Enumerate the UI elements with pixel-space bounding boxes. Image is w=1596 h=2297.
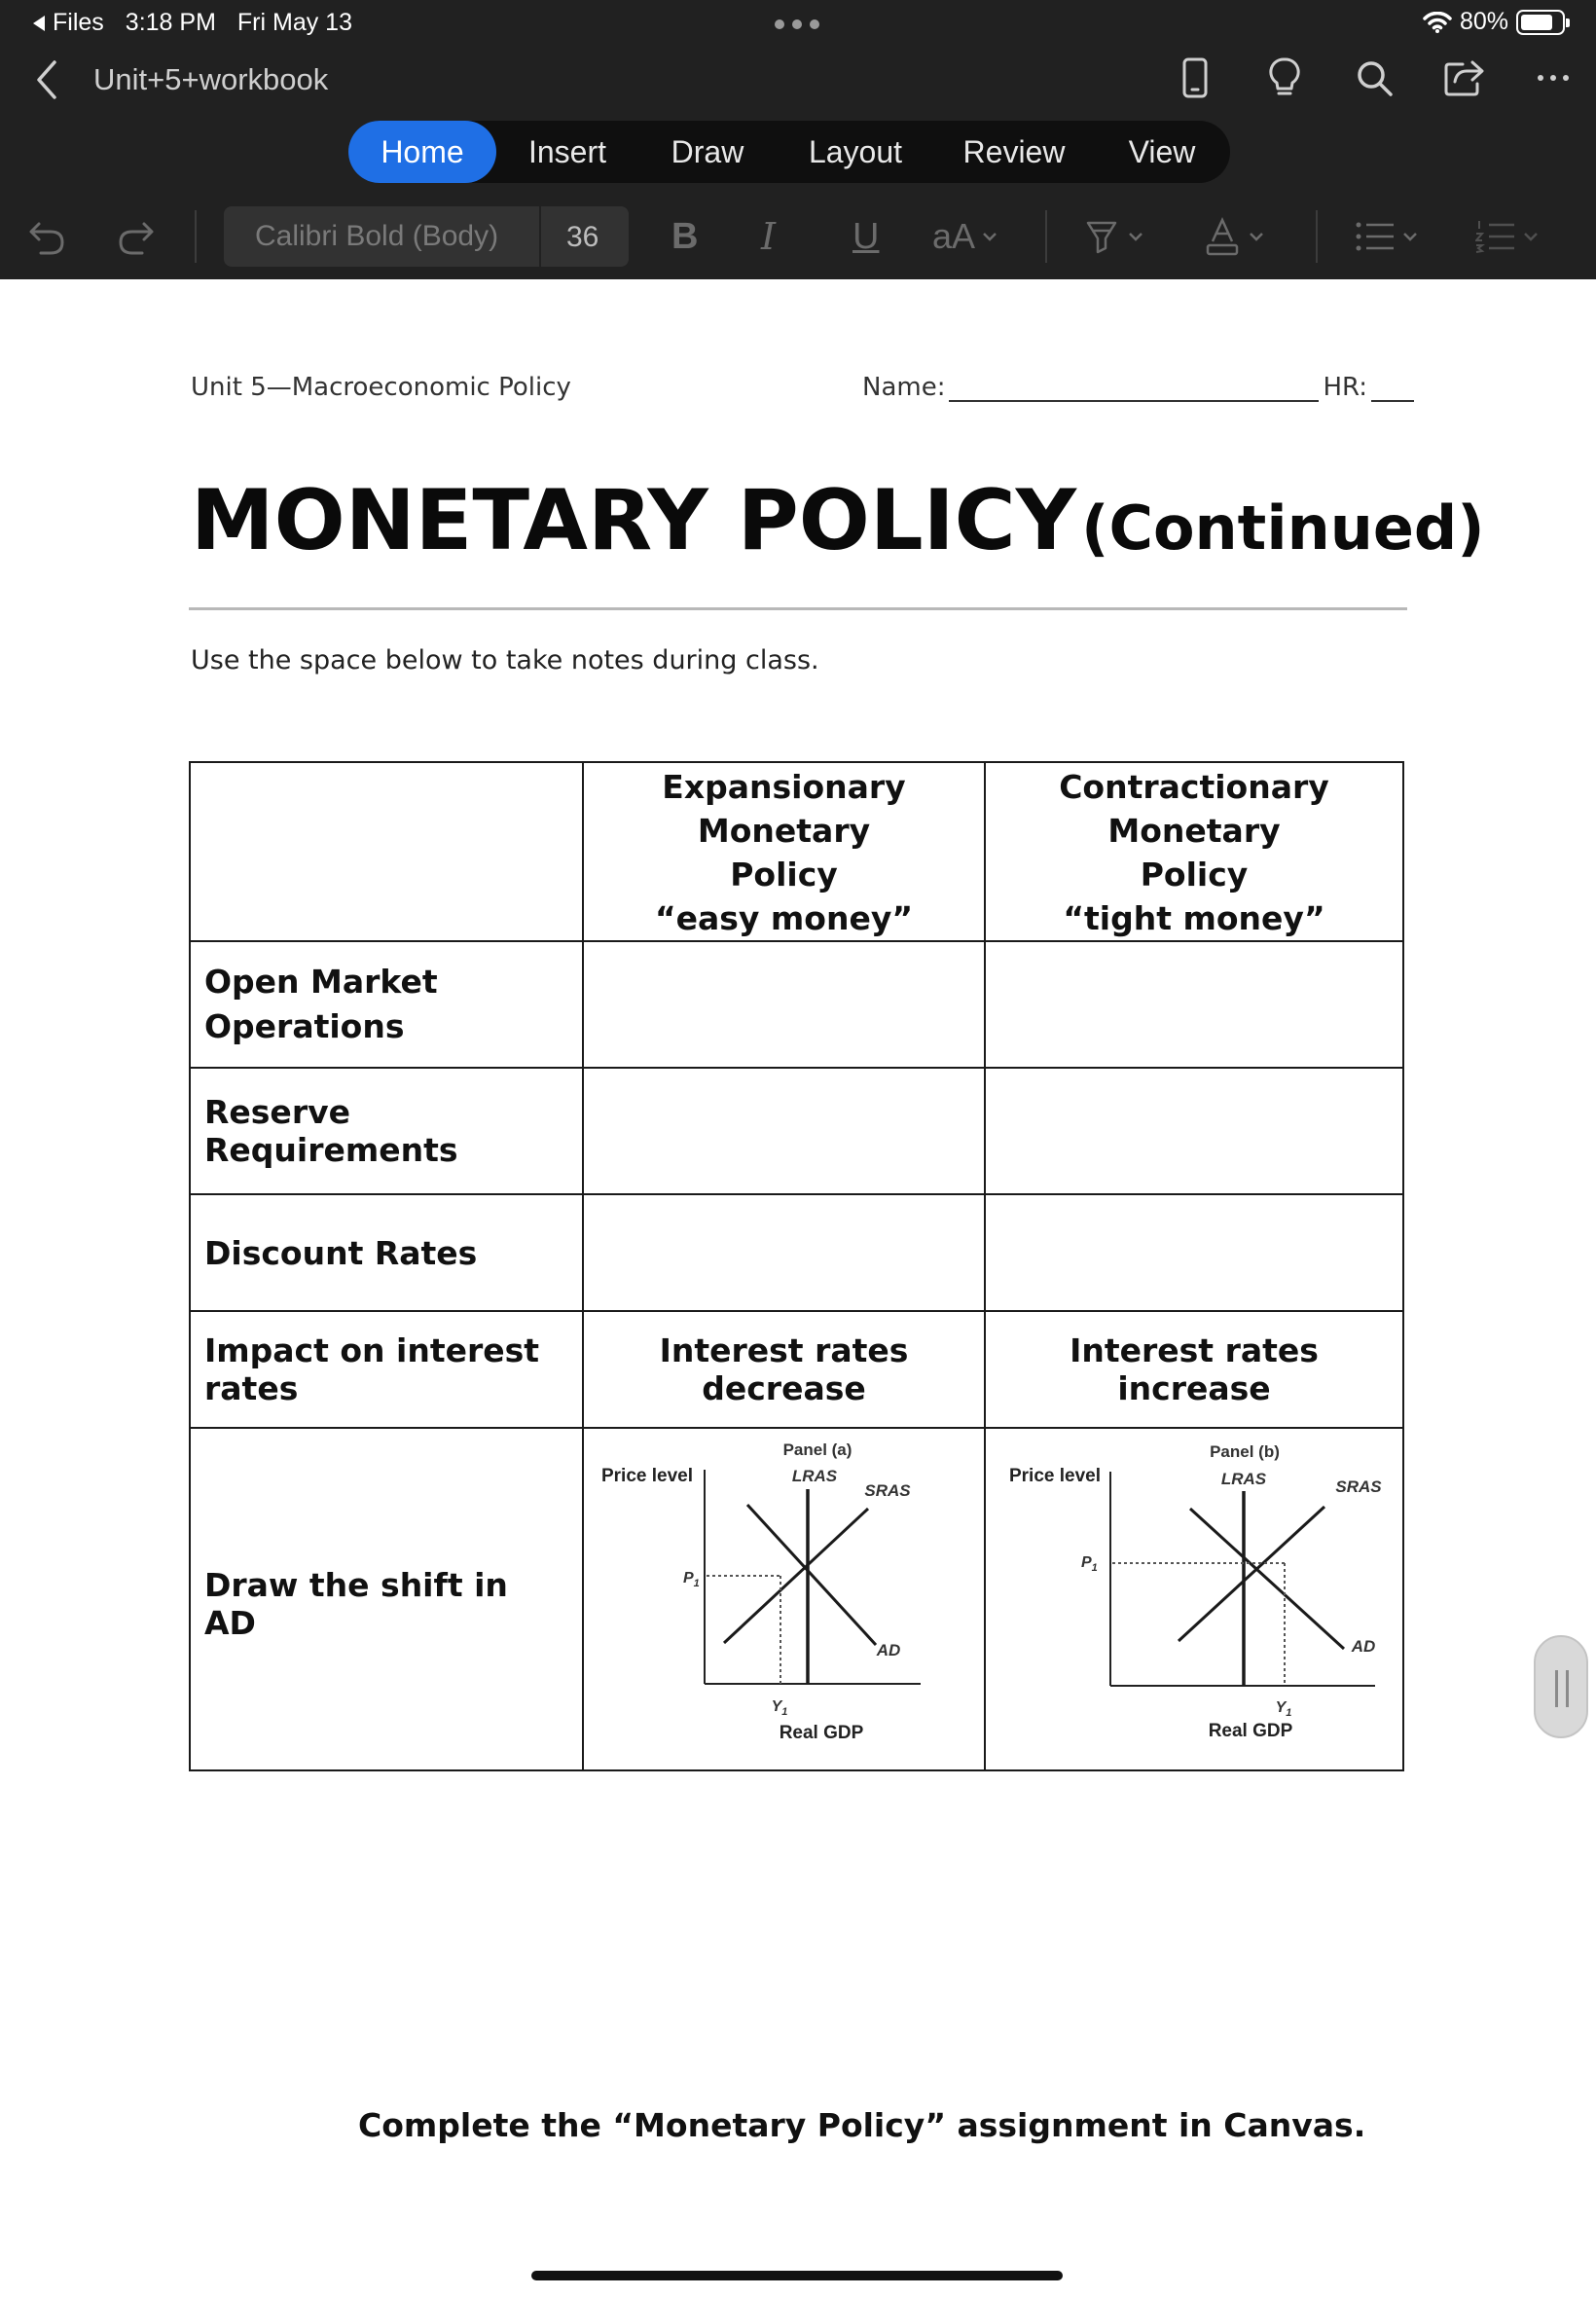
row-label-impact: Impact on interest rates [190, 1311, 583, 1428]
underline-button[interactable]: U [852, 215, 880, 257]
more-dots-icon [1536, 73, 1571, 83]
table-row [190, 1194, 1403, 1311]
panel-a-y-label: Price level [600, 1466, 694, 1486]
panel-b-cell[interactable] [985, 1428, 1403, 1770]
panel-a-y1-letter: Y [771, 1698, 782, 1715]
panel-b-y1-label [1276, 1699, 1292, 1719]
ribbon-tabs [348, 121, 1230, 183]
panel-b-sras-line [1179, 1507, 1324, 1641]
hr-blank-line [1371, 377, 1414, 402]
cell-reserve-contractionary[interactable] [985, 1068, 1403, 1194]
panel-a-title: Panel (a) [782, 1440, 852, 1459]
panel-b-graph [986, 1429, 1404, 1771]
page-title [191, 472, 1485, 569]
chevron-down-icon [1127, 231, 1144, 242]
panel-a-sras-label: SRAS [864, 1481, 911, 1500]
row-label-reserve: Reserve Requirements [190, 1068, 583, 1194]
font-color-icon [1205, 216, 1240, 257]
ideas-button[interactable] [1261, 55, 1308, 101]
redo-icon[interactable] [113, 214, 158, 259]
instructions-text: Use the space below to take notes during class. [191, 645, 819, 675]
page-title-sub: (Continued) [1081, 492, 1485, 564]
panel-b-x-label: Real GDP [1208, 1721, 1293, 1741]
panel-b-ad-label: AD [1351, 1637, 1376, 1656]
row-label-line: Open Market [204, 963, 438, 1001]
cell-impact-contractionary: Interest rates increase [985, 1311, 1403, 1428]
monetary-policy-table [189, 761, 1404, 1771]
panel-a-ad-label: AD [876, 1641, 901, 1659]
toolbar-divider [1316, 210, 1318, 263]
format-toolbar [0, 202, 1596, 271]
panel-a-cell[interactable] [583, 1428, 985, 1770]
panel-b-p1-subscript: 1 [1091, 1562, 1098, 1574]
header-contractionary-line: Policy [1140, 856, 1249, 893]
panel-a-p1-subscript: 1 [693, 1578, 700, 1589]
tab-review[interactable]: Review [962, 133, 1066, 169]
row-label-discount: Discount Rates [190, 1194, 583, 1311]
page-title-main: MONETARY POLICY [191, 472, 1077, 569]
assignment-note: Complete the “Monetary Policy” assignment in Canvas. [358, 2106, 1366, 2144]
name-blank-line [949, 377, 1319, 402]
status-bar [0, 0, 1596, 47]
panel-b-title: Panel (b) [1210, 1442, 1280, 1461]
mobile-view-button[interactable] [1172, 55, 1218, 101]
panel-b-p1-letter: P [1081, 1554, 1092, 1571]
header-expansionary-line: “easy money” [654, 899, 914, 937]
header-contractionary-line: “tight money” [1063, 899, 1325, 937]
title-divider [189, 607, 1407, 610]
chevron-down-icon [1401, 231, 1419, 242]
cell-impact-expansionary: Interest rates decrease [583, 1311, 985, 1428]
panel-a-x-label: Real GDP [779, 1723, 864, 1743]
back-chevron-icon[interactable] [29, 56, 64, 103]
title-bar [0, 51, 1596, 111]
tab-home[interactable]: Home [348, 121, 496, 183]
highlight-button[interactable] [1084, 212, 1144, 261]
header-contractionary [985, 762, 1403, 941]
tab-draw[interactable]: Draw [671, 133, 744, 169]
row-label-draw: Draw the shift in AD [190, 1428, 583, 1770]
name-label: Name: [862, 373, 946, 402]
panel-a-p1-letter: P [683, 1570, 694, 1586]
table-corner-cell [190, 762, 583, 941]
status-time: 3:18 PM [125, 9, 216, 36]
toolbar-divider [1045, 210, 1047, 263]
unit-header: Unit 5—Macroeconomic Policy [191, 373, 571, 402]
text-size-label: aA [932, 216, 976, 256]
panel-b-p1-label [1081, 1554, 1098, 1574]
document-page[interactable] [0, 279, 1596, 2297]
panel-b-lras-label: LRAS [1220, 1470, 1267, 1488]
panel-b-y1-subscript: 1 [1286, 1707, 1292, 1719]
panel-a-y1-label [772, 1698, 788, 1718]
cell-discount-contractionary[interactable] [985, 1194, 1403, 1311]
back-to-files-link[interactable] [31, 9, 104, 37]
table-row [190, 1311, 1403, 1428]
italic-button[interactable]: I [761, 215, 777, 258]
row-label-line: Operations [204, 1007, 405, 1045]
numbered-list-icon [1475, 219, 1516, 254]
panel-b-y-label: Price level [1008, 1466, 1102, 1486]
table-row [190, 941, 1403, 1068]
table-row [190, 762, 1403, 941]
chevron-down-icon [1522, 231, 1540, 242]
document-title: Unit+5+workbook [93, 62, 329, 96]
bold-button[interactable]: B [671, 215, 699, 257]
panel-a-lras-label: LRAS [791, 1467, 838, 1485]
panel-b-ad-line [1190, 1509, 1344, 1649]
cell-reserve-expansionary[interactable] [583, 1068, 985, 1194]
home-indicator[interactable] [531, 2271, 1063, 2280]
multitasking-dots-icon[interactable] [775, 19, 819, 29]
lightbulb-icon [1268, 56, 1301, 99]
header-expansionary-line: Policy [730, 856, 838, 893]
app-chrome [0, 0, 1596, 279]
search-icon [1355, 58, 1394, 97]
back-app-label: Files [53, 9, 104, 36]
more-options-button[interactable] [1530, 55, 1577, 101]
panel-a-y1-subscript: 1 [781, 1706, 788, 1718]
wifi-icon [1423, 12, 1452, 33]
table-row [190, 1428, 1403, 1770]
header-expansionary [583, 762, 985, 941]
cell-open-market-expansionary[interactable] [583, 941, 985, 1068]
chevron-down-icon [1248, 231, 1265, 242]
panel-a-graph [584, 1429, 986, 1771]
table-row [190, 1068, 1403, 1194]
tab-layout[interactable]: Layout [808, 133, 903, 169]
tab-insert[interactable]: Insert [527, 133, 607, 169]
bullet-list-button[interactable] [1355, 212, 1419, 261]
share-button[interactable] [1440, 55, 1487, 101]
panel-b-sras-label: SRAS [1335, 1477, 1382, 1496]
toolbar-divider [195, 210, 197, 263]
panel-a-p1-label [683, 1570, 700, 1589]
header-expansionary-line: Expansionary Monetary [662, 768, 906, 850]
row-label-open-market [190, 941, 583, 1068]
status-date: Fri May 13 [236, 9, 352, 36]
name-field [862, 373, 1414, 402]
bullet-list-icon [1355, 219, 1396, 254]
back-triangle-icon [31, 15, 47, 32]
numbered-list-button[interactable] [1475, 212, 1540, 261]
phone-icon [1181, 57, 1209, 98]
panel-a-sras-line [724, 1509, 868, 1643]
font-name-select[interactable]: Calibri Bold (Body) [224, 206, 539, 267]
hr-label: HR: [1323, 373, 1368, 402]
chevron-down-icon [981, 231, 998, 242]
panel-b-y1-letter: Y [1275, 1699, 1287, 1716]
font-color-button[interactable] [1205, 212, 1265, 261]
share-icon [1443, 58, 1484, 97]
highlighter-icon [1084, 217, 1119, 256]
header-contractionary-line: Contractionary Monetary [1059, 768, 1329, 850]
battery-icon [1516, 10, 1565, 35]
search-button[interactable] [1351, 55, 1397, 101]
scroll-handle[interactable] [1534, 1635, 1588, 1738]
cell-discount-expansionary[interactable] [583, 1194, 985, 1311]
cell-open-market-contractionary[interactable] [985, 941, 1403, 1068]
font-size-select[interactable]: 36 [541, 206, 629, 267]
battery-percent: 80% [1459, 8, 1508, 35]
undo-icon[interactable] [25, 214, 70, 259]
tab-view[interactable]: View [1128, 133, 1196, 169]
text-size-button[interactable] [932, 212, 998, 261]
